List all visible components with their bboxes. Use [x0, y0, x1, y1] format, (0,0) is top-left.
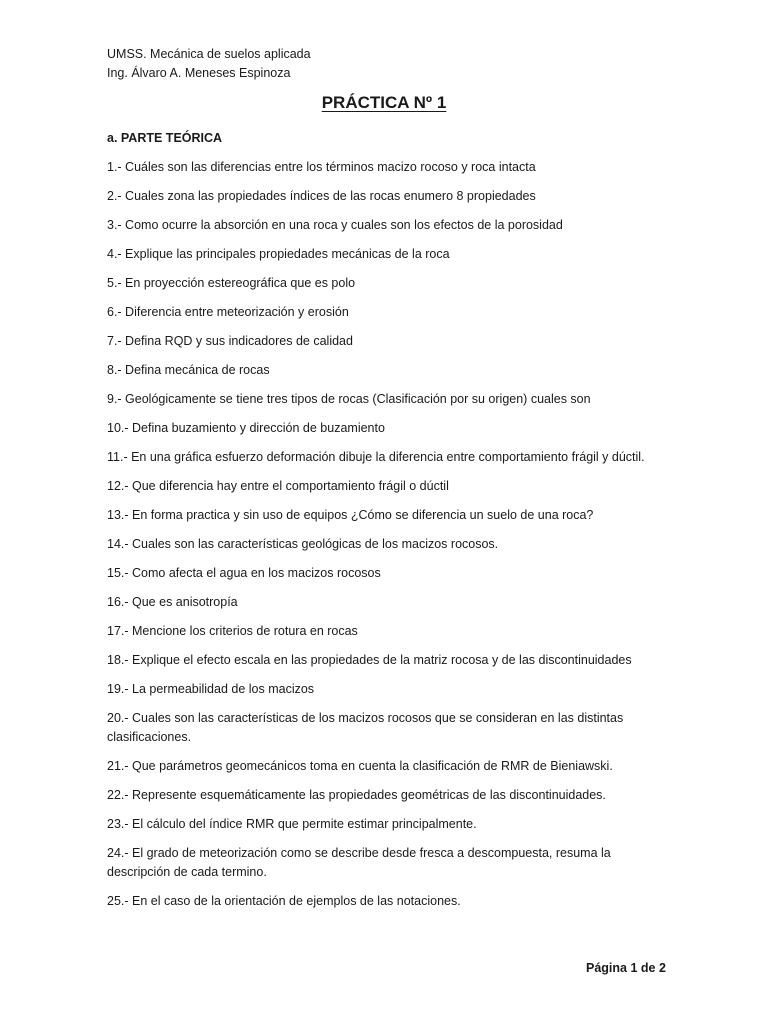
question-item: 25.- En el caso de la orientación de ejemplos de las notaciones.: [107, 894, 461, 908]
question-item: 10.- Defina buzamiento y dirección de buzamiento: [107, 421, 385, 435]
section-heading: a. PARTE TEÓRICA: [107, 131, 223, 145]
question-item: 6.- Diferencia entre meteorización y erosión: [107, 305, 349, 319]
question-item: 14.- Cuales son las características geológicas de los macizos rocosos.: [107, 537, 499, 551]
page-number: Página 1 de 2: [586, 961, 666, 975]
question-item: 16.- Que es anisotropía: [107, 595, 238, 609]
question-item: 1.- Cuáles son las diferencias entre los términos macizo rocoso y roca intacta: [107, 160, 536, 174]
question-item: 8.- Defina mecánica de rocas: [107, 363, 270, 377]
question-item: 7.- Defina RQD y sus indicadores de calidad: [107, 334, 353, 348]
question-item: 12.- Que diferencia hay entre el comportamiento frágil o dúctil: [107, 479, 449, 493]
question-item: 2.- Cuales zona las propiedades índices de las rocas enumero 8 propiedades: [107, 189, 536, 203]
document-header: [107, 45, 311, 83]
question-item: 21.- Que parámetros geomecánicos toma en cuenta la clasificación de RMR de Bieniawski.: [107, 759, 613, 773]
question-item: 23.- El cálculo del índice RMR que permite estimar principalmente.: [107, 817, 477, 831]
question-item: 24.- El grado de meteorización como se describe desde fresca a descompuesta, resuma la descripción de cada termino.: [107, 846, 611, 879]
question-item: 11.- En una gráfica esfuerzo deformación dibuje la diferencia entre comportamiento frágil y dúctil.: [107, 450, 645, 464]
question-item: 19.- La permeabilidad de los macizos: [107, 682, 315, 696]
question-item: 4.- Explique las principales propiedades mecánicas de la roca: [107, 247, 450, 261]
question-item: 13.- En forma practica y sin uso de equipos ¿Cómo se diferencia un suelo de una roca?: [107, 508, 594, 522]
page-title: [0, 93, 768, 113]
question-item: 22.- Represente esquemáticamente las propiedades geométricas de las discontinuidades.: [107, 788, 606, 802]
question-item: 3.- Como ocurre la absorción en una roca y cuales son los efectos de la porosidad: [107, 218, 563, 232]
page-title-text: PRÁCTICA Nº 1: [321, 93, 447, 112]
header-institution: UMSS. Mecánica de suelos aplicada: [107, 47, 311, 61]
question-item: 15.- Como afecta el agua en los macizos rocosos: [107, 566, 381, 580]
question-item: 5.- En proyección estereográfica que es polo: [107, 276, 356, 290]
header-author: Ing. Álvaro A. Meneses Espinoza: [107, 66, 291, 80]
question-item: 9.- Geológicamente se tiene tres tipos de rocas (Clasificación por su origen) cuales son: [107, 392, 591, 406]
question-item: 17.- Mencione los criterios de rotura en rocas: [107, 624, 358, 638]
question-item: 18.- Explique el efecto escala en las propiedades de la matriz rocosa y de las discontinuidades: [107, 653, 632, 667]
question-item: 20.- Cuales son las características de los macizos rocosos que se consideran en las distintas clasificaciones.: [107, 711, 624, 744]
